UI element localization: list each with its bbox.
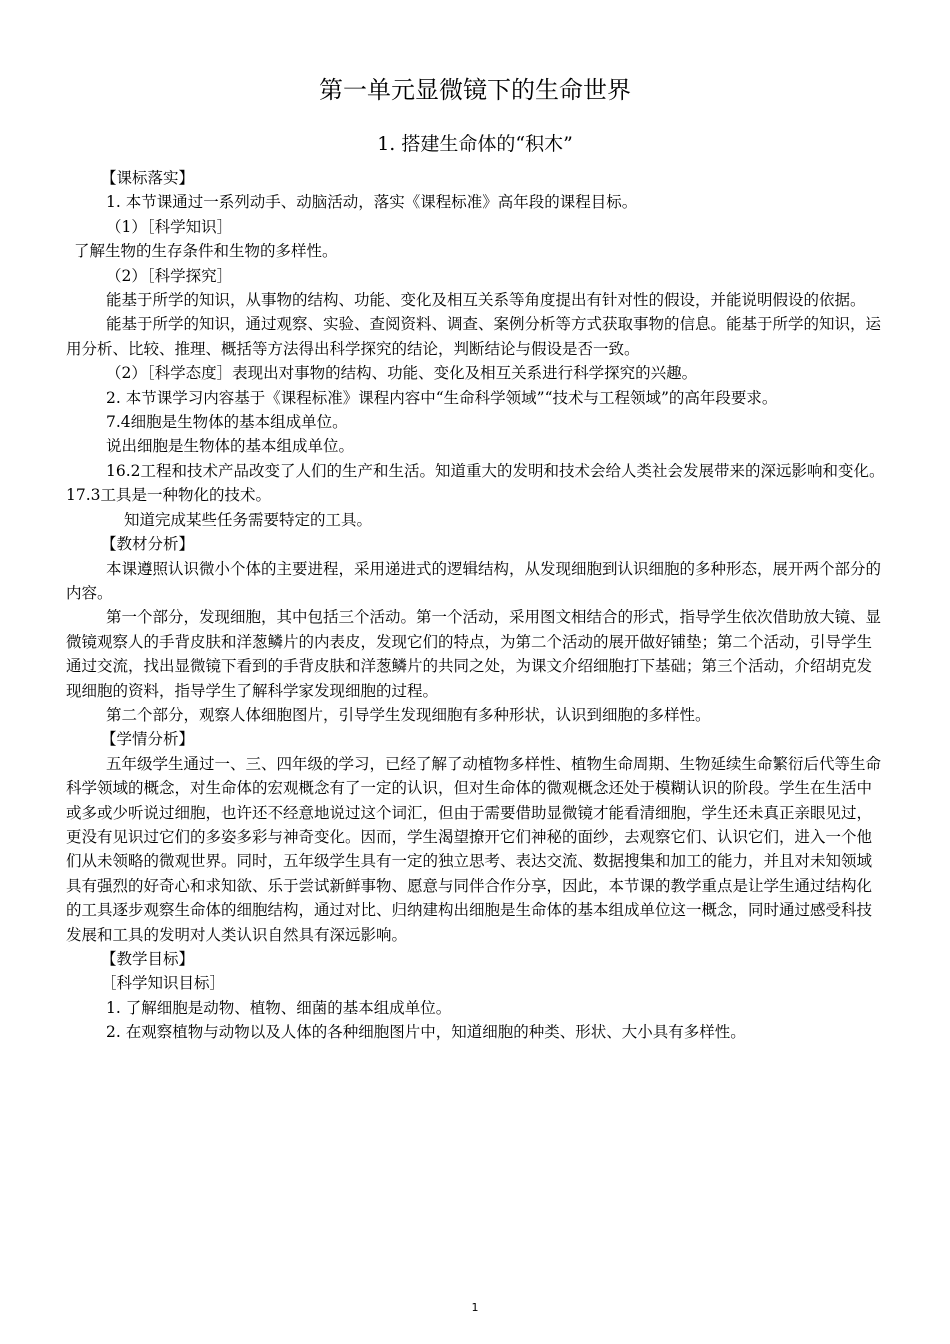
subheading-science-knowledge: （1）［科学知识］ [106, 217, 233, 236]
paragraph: 2. 在观察植物与动物以及人体的各种细胞图片中，知道细胞的种类、形状、大小具有多样性。 [106, 1023, 746, 1042]
paragraph: 第二个部分，观察人体细胞图片，引导学生发现细胞有多种形状，认识到细胞的多样性。 [106, 705, 711, 724]
paragraph: 知道完成某些任务需要特定的工具。 [124, 510, 373, 529]
paragraph: 16.2工程和技术产品改变了人们的生产和生活。知道重大的发明和技术会给人类社会发展带来的深远影响和变化。17.3工具是一种物化的技术。 [66, 461, 885, 505]
subheading-knowledge-objectives: ［科学知识目标］ [101, 974, 226, 993]
paragraph: 了解生物的生存条件和生物的多样性。 [74, 242, 338, 261]
paragraph: 本课遵照认识微小个体的主要进程，采用递进式的逻辑结构，从发现细胞到认识细胞的多种形态，展开两个部分的内容。 [66, 559, 882, 602]
paragraph: 7.4细胞是生物体的基本组成单位。 [106, 413, 348, 432]
subheading-science-inquiry: （2）［科学探究］ [106, 266, 233, 285]
heading-learner-analysis: 【学情分析】 [101, 730, 195, 749]
section-title: 1. 搭建生命体的“积木” [377, 133, 573, 155]
paragraph: 说出细胞是生物体的基本组成单位。 [106, 437, 355, 456]
paragraph: 1. 本节课通过一系列动手、动脑活动，落实《课程标准》高年段的课程目标。 [106, 193, 638, 212]
document-body [66, 166, 886, 1045]
heading-curriculum-standards: 【课标落实】 [101, 169, 195, 187]
paragraph: （2）［科学态度］表现出对事物的结构、功能、变化及相互关系进行科学探究的兴趣。 [106, 364, 698, 383]
paragraph: 1. 了解细胞是动物、植物、细菌的基本组成单位。 [106, 998, 452, 1017]
page-number: 1 [471, 1301, 479, 1314]
heading-textbook-analysis: 【教材分析】 [101, 535, 195, 554]
paragraph: 2. 本节课学习内容基于《课程标准》课程内容中“生命科学领域”“技术与工程领域”的高年段要求。 [106, 388, 778, 407]
paragraph: 能基于所学的知识，通过观察、实验、查阅资料、调查、案例分析等方式获取事物的信息。能基于所学的知识，运用分析、比较、推理、概括等方法得出科学探究的结论，判断结论与假设是否一致。 [66, 315, 882, 358]
heading-teaching-objectives: 【教学目标】 [101, 950, 195, 968]
paragraph: 第一个部分，发现细胞，其中包括三个活动。第一个活动，采用图文相结合的形式，指导学生依次借助放大镜、显微镜观察人的手背皮肤和洋葱鳞片的内表皮，发现它们的特点，为第二个活动的展开做好铺垫；第二个活动，引导学生通过交流，找出显微镜下看到的手背皮肤和洋葱鳞片的共同之处，为课文介绍细胞打下基础；第三个活动，介绍胡克发现细胞的资料，指导学生了解科学家发现细胞的过程。 [66, 608, 882, 700]
document-title: 第一单元显微镜下的生命世界 [319, 76, 631, 104]
paragraph: 五年级学生通过一、三、四年级的学习，已经了解了动植物多样性、植物生命周期、生物延续生命繁衍后代等生命科学领域的概念，对生命体的宏观概念有了一定的认识，但对生命体的微观概念还处于模糊认识的阶段。学生在生活中或多或少听说过细胞，也许还不经意地说过这个词汇，但由于需要借助显微镜才能看清细胞，学生还未真正亲眼见过，更没有见识过它们的多姿多彩与神奇变化。因而，学生渴望撩开它们神秘的面纱，去观察它们、认识它们，进入一个他们从未领略的微观世界。同时，五年级学生具有一定的独立思考、表达交流、数据搜集和加工的能力，并且对未知领域具有强烈的好奇心和求知欲、乐于尝试新鲜事物、愿意与同伴合作分享，因此，本节课的教学重点是让学生通过结构化的工具逐步观察生命体的细胞结构，通过对比、归纳建构出细胞是生命体的基本组成单位这一概念，同时通过感受科技发展和工具的发明对人类认识自然具有深远影响。 [66, 754, 882, 944]
paragraph: 能基于所学的知识，从事物的结构、功能、变化及相互关系等角度提出有针对性的假设，并能说明假设的依据。 [106, 291, 866, 310]
